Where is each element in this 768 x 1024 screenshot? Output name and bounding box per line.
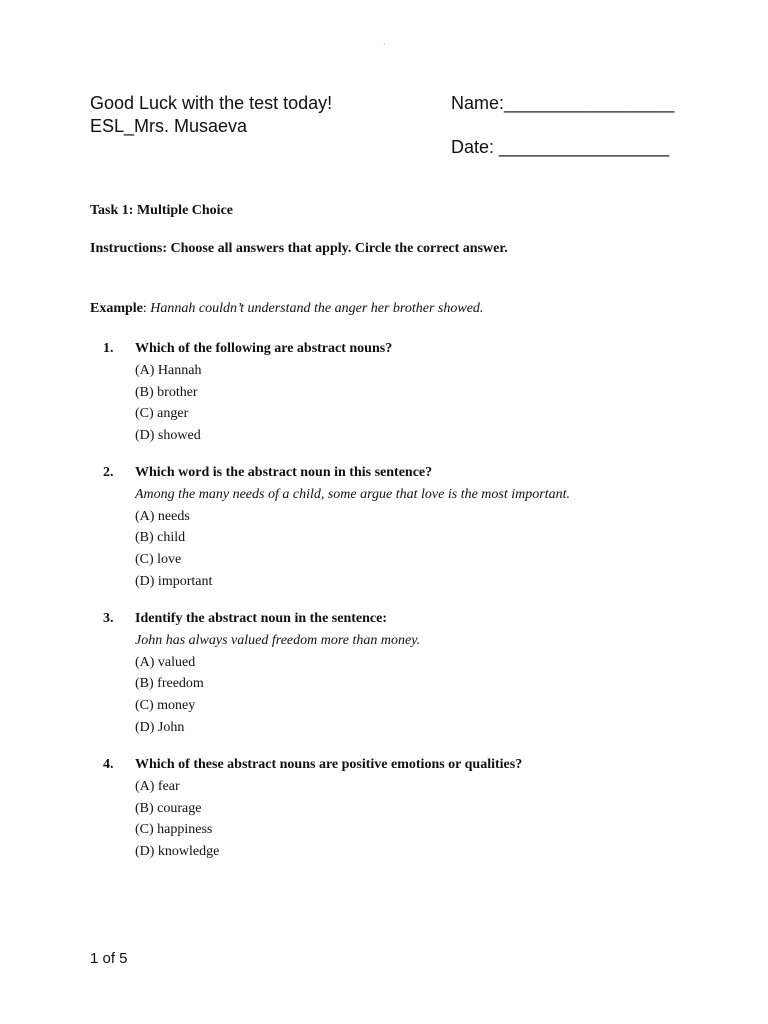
example-sentence: Hannah couldn’t understand the anger her brother showed. (150, 301, 484, 316)
option-d[interactable]: (D) important (135, 573, 213, 589)
option-c[interactable]: (C) happiness (135, 822, 213, 838)
question-number: 1. (103, 341, 114, 356)
option-b[interactable]: (B) child (135, 530, 186, 546)
page-mark: · (383, 40, 386, 49)
option-c[interactable]: (C) money (135, 698, 196, 714)
task-title: Task 1: Multiple Choice (90, 203, 233, 218)
option-a[interactable]: (A) needs (135, 508, 190, 524)
name-field[interactable]: Name:_________________ (451, 93, 675, 113)
question-number: 2. (103, 465, 114, 480)
date-field[interactable]: Date: _________________ (451, 137, 670, 157)
question-body (135, 462, 570, 593)
greeting-text: Good Luck with the test today! (90, 93, 333, 113)
option-a[interactable]: (A) fear (135, 778, 180, 794)
example-separator: : (142, 301, 151, 316)
question-text: Identify the abstract noun in the sentence: (135, 611, 387, 626)
option-c[interactable]: (C) anger (135, 406, 189, 422)
header-right (451, 92, 674, 159)
question-text: Which of these abstract nouns are positive emotions or qualities? (135, 757, 523, 772)
header-left (90, 92, 332, 138)
example-line (90, 301, 483, 317)
teacher-text: ESL_Mrs. Musaeva (90, 116, 248, 136)
question-body (135, 608, 420, 739)
example-label: Example (90, 301, 143, 316)
question-body (135, 754, 522, 863)
option-a[interactable]: (A) Hannah (135, 362, 202, 378)
option-b[interactable]: (B) brother (135, 384, 198, 400)
option-b[interactable]: (B) courage (135, 800, 202, 816)
question-number: 3. (103, 611, 114, 626)
option-b[interactable]: (B) freedom (135, 676, 204, 692)
question-text: Which word is the abstract noun in this sentence? (135, 465, 433, 480)
option-c[interactable]: (C) love (135, 552, 182, 568)
option-d[interactable]: (D) knowledge (135, 844, 220, 860)
question-text: Which of the following are abstract nouns? (135, 341, 393, 356)
page-indicator: 1 of 5 (90, 950, 128, 967)
option-a[interactable]: (A) valued (135, 654, 196, 670)
question-number: 4. (103, 757, 114, 772)
option-d[interactable]: (D) showed (135, 428, 201, 444)
option-d[interactable]: (D) John (135, 719, 185, 735)
question-body (135, 338, 392, 447)
instructions-text: Instructions: Choose all answers that apply. Circle the correct answer. (90, 241, 508, 256)
question-sentence: Among the many needs of a child, some argue that love is the most important. (135, 486, 570, 502)
question-sentence: John has always valued freedom more than money. (135, 632, 421, 648)
